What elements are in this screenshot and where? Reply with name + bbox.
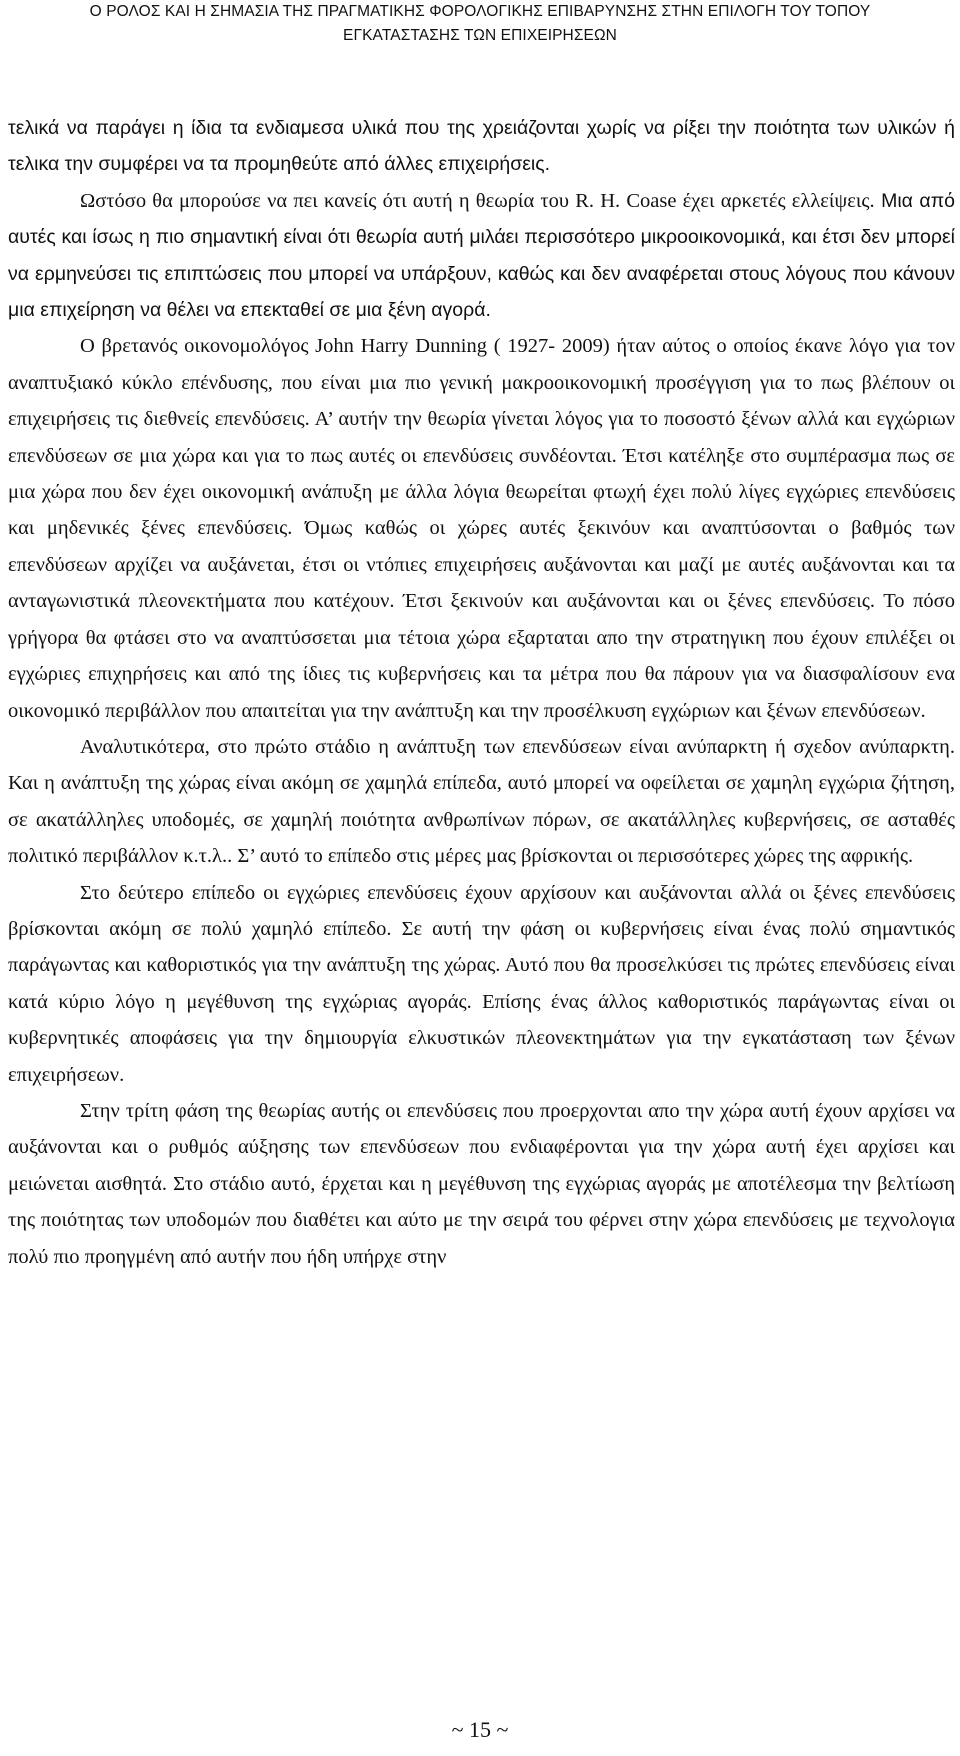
paragraph-6 [8,1093,955,1275]
paragraph-1-text: τελικά να παράγει η ίδια τα ενδιαμεσα υλικά που της χρειάζονται χωρίς να ρίξει την ποιότητα των υλικών ή τελικα την συμφέρει να τα προμηθεύτε από άλλες επιχειρήσεις. [8,117,955,176]
paragraph-1 [8,110,955,183]
paragraph-2-lead: Ωστόσο θα μπορούσε να πει κανείς ότι αυτή η θεωρία του R. H. Coase έχει αρκετές ελλείψεις. [80,189,875,212]
paragraph-2 [8,183,955,329]
paragraph-4-lead: Αναλυτικότερα, στο πρώτο στάδιο η ανάπτυξη των επενδύσεων είναι ανύπαρκτη ή σχεδον ανύπαρκτη. [80,735,955,758]
paragraph-5-lead: Στο δεύτερο επίπεδο οι εγχώριες επενδύσεις έχουν αρχίσουν και αυξάνονται αλλά οι ξένες επενδύσεις βρίσκονται ακόμη σε πολύ χαμηλό επίπεδο. [8,881,955,940]
paragraph-5 [8,875,955,1093]
header-line-1: Ο ΡΟΛΟΣ ΚΑΙ Η ΣΗΜΑΣΙΑ ΤΗΣ ΠΡΑΓΜΑΤΙΚΗΣ ΦΟΡΟΛΟΓΙΚΗΣ ΕΠΙΒΑΡΥΝΣΗΣ ΣΤΗΝ ΕΠΙΛΟΓΗ ΤΟΥ ΤΟΠΟΥ [89,3,871,20]
paragraph-6-lead: Στην τρίτη φάση της θεωρίας αυτής οι επενδύσεις που προερχονται απο την χώρα αυτή έχουν αρχίσει να αυξάνονται και ο ρυθμός αύξησης των επενδύσεων που ενδιαφέρονται για την χώρα αυτή έχει αρχίσει και μειώνεται αισθητά. [8,1099,955,1195]
page-number: ~ 15 ~ [451,1717,509,1742]
paragraph-3-lead: Ο βρετανός οικονομολόγος John Harry Dunning ( 1927- 2009) ήταν αύτος ο οποίος έκανε λόγο για τον αναπτυξιακό κύκλο επένδυσης, που είναι μια πιο γενική μακροοικονομική προσέγγιση για το πως βλέπουν οι επιχειρήσεις τις διεθνείς επενδύσεις. Α’ αυτήν την θεωρία γίνεται λόγος για το ποσοστό ξένων αλλά και εγχώριων επενδύσεων σε μια χώρα και για το πως αυτές οι επενδύσεις συνδέονται. Έτσι κατέληξε στο συμπέρασμα πως σε μια χώρα που δεν έχει οικονομική ανάπυξη με άλλα λόγια θεωρείται φτωχή έχει πολύ λίγες εγχώριες επενδύσεις και μηδενικές ξένες επενδύσεις. Όμως καθώς οι χώρες αυτές ξεκινόυν και αναπτύσονται ο βαθμός των επενδύσεων αρχίζει να αυξάνεται, έτσι οι ντόπιες επιχειρήσεις αυξάνονται και μαζί με αυτές αυξάνονται και τα ανταγωνιστικά πλεονεκτήματα που κατέχουν. Έτσι ξεκινούν και αυξάνονται και οι ξένες επενδύσεις. [8,335,955,613]
paragraph-3-body: Το πόσο γρήγορα θα φτάσει στο να αναπτύσσεται μια τέτοια χώρα εξαρταται απο την στρατηγικη που έχουν επιλέξει οι εγχώριες επιχηρήσεις και από της ίδιες τις κυβερνήσεις και τα μέτρα που θα πάρουν για να διασφαλίσουν ενα οικονομικό περιβάλλον που απαιτείται για την ανάπτυξη και την προσέλκυση εγχώριων και ξένων επενδύσεων. [8,590,955,722]
paragraph-4 [8,729,955,875]
paragraph-6-body: Στο στάδιο αυτό, έρχεται και η μεγέθυνση της εγχώριας αγοράς με αποτέλεσμα την βελτίωση της ποιότητας των υποδομών που διαθέτει και αύτο με την σειρά του φέρνει στην χώρα επενδύσεις με τεχνολογια πολύ πιο προηγμένη από αυτήν που ήδη υπήρχε στην [8,1172,955,1268]
paragraph-2-body: Μια από αυτές και ίσως η πιο σημαντική είναι ότι θεωρία αυτή μιλάει περισσότερο μικροοικονομικά, και έτσι δεν μπορεί να ερμηνεύσει τις επιπτώσεις που μπορεί να υπάρξουν, καθώς και δεν αναφέρεται στους λόγους που κάνουν μια επιχείρηση να θέλει να επεκταθεί σε μια ξένη αγορά. [8,189,956,322]
paragraph-4-body: Και η ανάπτυξη της χώρας είναι ακόμη σε χαμηλά επίπεδα, αυτό μπορεί να οφείλεται σε χαμηλη εγχώρια ζήτηση, σε ακατάλληλες υποδομές, σε χαμηλή ποιότητα ανθρωπίνων πόρων, σε ακατάλληλες κυβερνήσεις, σε ασταθές πολιτικό περιβάλλον κ.τ.λ.. Σ’ αυτό το επίπεδο στις μέρες μας βρίσκονται οι περισσότερες χώρες της αφρικής. [8,772,955,868]
document-body [8,110,955,1275]
paragraph-5-body: Σε αυτή την φάση οι κυβερνήσεις είναι ένας πολύ σημαντικός παράγωντας και καθοριστικός για την ανάπτυξη της χώρας. Αυτό που θα προσελκύσει τις πρώτες επενδύσεις είναι κατά κύριο λόγο η μεγέθυνση της εγχώριας αγοράς. Επίσης ένας άλλος καθοριστικός παράγωντας είναι οι κυβερνητικές αποφάσεις για την δημιουργία ελκυστικών πλεονεκτημάτων για την εγκατάσταση των ξένων επιχειρήσεων. [8,917,955,1086]
header-line-2: ΕΓΚΑΤΑΣΤΑΣΗΣ ΤΩΝ ΕΠΙΧΕΙΡΗΣΕΩΝ [343,27,617,44]
running-header [0,0,960,48]
paragraph-3 [8,328,955,728]
